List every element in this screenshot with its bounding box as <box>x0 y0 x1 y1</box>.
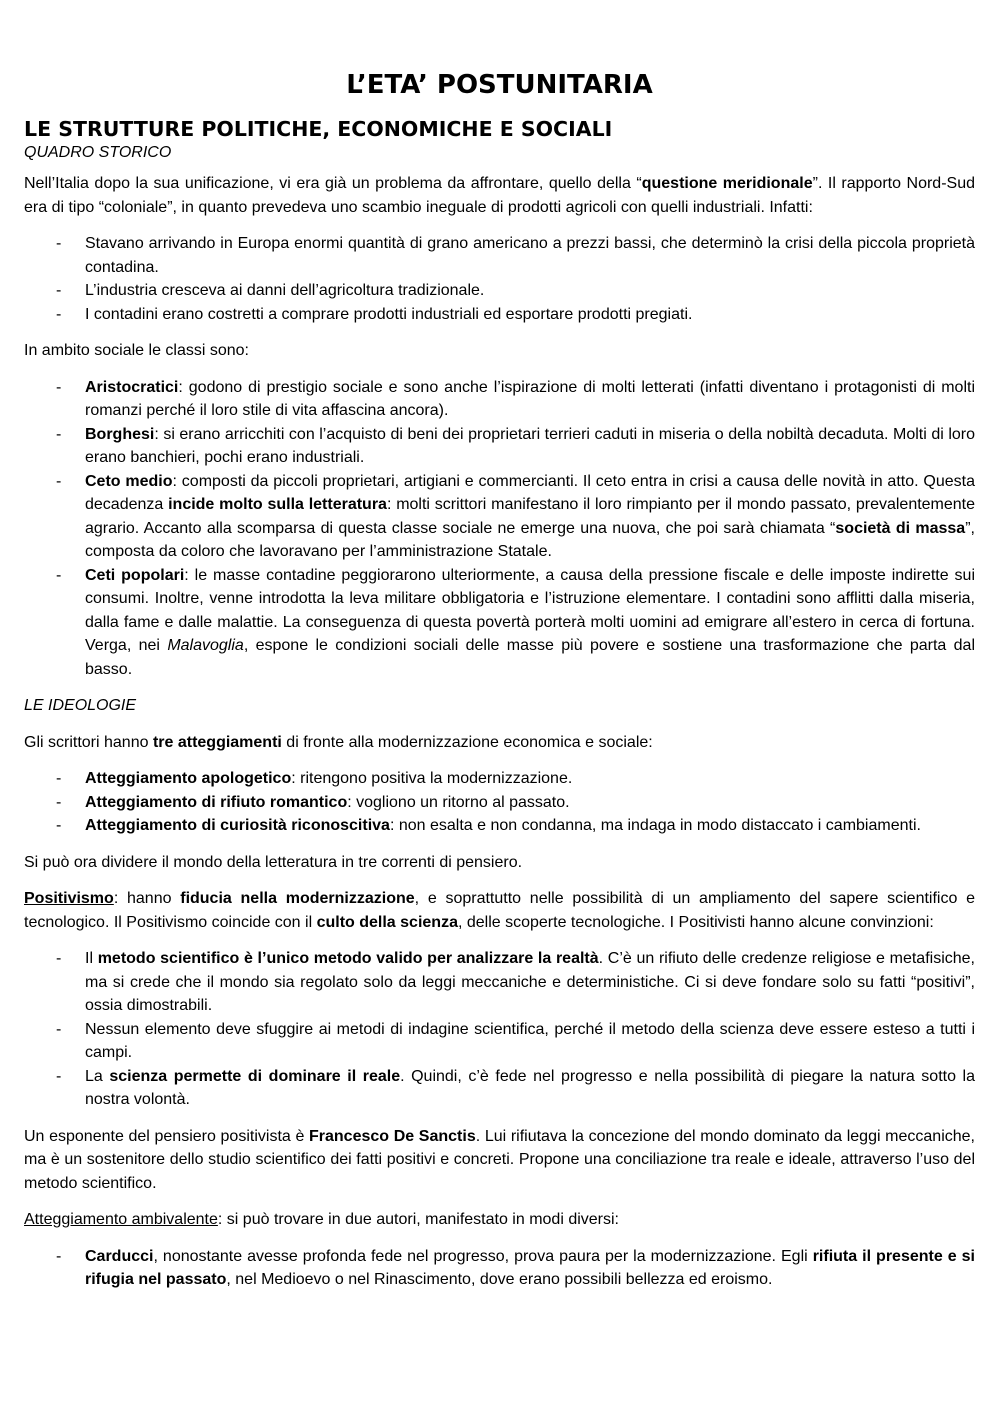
list-authors <box>24 1245 975 1292</box>
document-title: L’ETA’ POSTUNITARIA <box>346 70 653 100</box>
section-heading: LE STRUTTURE POLITICHE, ECONOMICHE E SOCIALI <box>24 117 613 141</box>
list-item: - Atteggiamento apologetico: ritengono positiva la modernizzazione. <box>56 770 573 787</box>
list-attitudes <box>24 767 975 838</box>
section-subheading-ideologie: LE IDEOLOGIE <box>24 697 137 714</box>
paragraph-attitudes-intro: Gli scrittori hanno tre atteggiamenti di fronte alla modernizzazione economica e sociale: <box>24 733 653 751</box>
list-item: - Nessun elemento deve sfuggire ai metodi di indagine scientifica, perché il metodo della scienza deve essere esteso a tutti i campi. <box>56 1020 975 1061</box>
section-subheading: QUADRO STORICO <box>24 144 172 161</box>
list-item: - L’industria cresceva ai danni dell’agricoltura tradizionale. <box>56 282 485 299</box>
paragraph-ambivalente: Atteggiamento ambivalente: si può trovare in due autori, manifestato in modi diversi: <box>24 1211 619 1228</box>
list-item: - Atteggiamento di rifiuto romantico: vogliono un ritorno al passato. <box>56 793 570 811</box>
list-item: - Atteggiamento di curiosità riconoscitiva: non esalta e non condanna, ma indaga in modo distaccato i cambiamenti. <box>56 817 921 834</box>
list-causes <box>24 232 975 326</box>
list-item-borghesi: - Borghesi: si erano arricchiti con l’acquisto di beni dei proprietari terrieri caduti in miseria o della nobiltà decaduta. Molti di loro erano banchieri, pochi erano industriali. <box>56 425 975 466</box>
list-item: - I contadini erano costretti a comprare prodotti industriali ed esportare prodotti pregiati. <box>56 305 693 323</box>
list-item-ceto-medio: - Ceto medio: composti da piccoli proprietari, artigiani e commercianti. Il ceto entra in crisi a causa delle novità in atto. Questa decadenza incide molto sulla letteratura: molti scrittori manifestano il loro rimpianto per il mondo passato, prevalentemente agrario. Accanto alla scomparsa di questa classe sociale ne emerge una nuova, che poi sarà chiamata “società di massa”, composta da coloro che lavoravano per l’amministrazione Statale. <box>56 472 976 560</box>
paragraph-positivismo: Positivismo: hanno fiducia nella modernizzazione, e soprattutto nelle possibilità di un ampliamento del sapere scientifico e tecnologico. Il Positivismo coincide con il culto della scienza, delle scoperte tecnologiche. I Positivisti hanno alcune convinzioni: <box>24 890 976 931</box>
paragraph-currents: Si può ora dividere il mondo della letteratura in tre correnti di pensiero. <box>24 853 523 871</box>
paragraph-classes-intro: In ambito sociale le classi sono: <box>24 342 249 359</box>
paragraph-de-sanctis: Un esponente del pensiero positivista è Francesco De Sanctis. Lui rifiutava la concezione del mondo dominato da leggi meccaniche, ma è un sostenitore dello studio scientifico dei fatti positivi e concreti. Propone una conciliazione tra reale e ideale, attraverso l’uso del metodo scientifico. <box>24 1127 976 1192</box>
list-convictions <box>24 947 975 1112</box>
list-item-carducci: - Carducci, nonostante avesse profonda fede nel progresso, prova paura per la modernizzazione. Egli rifiuta il presente e si rifugia nel passato, nel Medioevo o nel Rinascimento, dove erano possibili bellezza ed eroismo. <box>56 1247 975 1288</box>
list-item: - Il metodo scientifico è l’unico metodo valido per analizzare la realtà. C’è un rifiuto delle credenze religiose e metafisiche, ma si crede che il mondo sia regolato solo da leggi meccaniche e deterministiche. Ci si deve fondare solo su fatti “positivi”, ossia dimostrabili. <box>56 950 975 1014</box>
list-item: - La scienza permette di dominare il reale. Quindi, c’è fede nel progresso e nella possibilità di piegare la natura sotto la nostra volontà. <box>56 1067 976 1108</box>
list-social-classes <box>24 376 975 682</box>
paragraph-intro: Nell’Italia dopo la sua unificazione, vi era già un problema da affrontare, quello della “questione meridionale”. Il rapporto Nord-Sud era di tipo “coloniale”, in quanto prevedeva uno scambio ineguale di prodotti agricoli con quelli industriali. Infatti: <box>24 175 975 216</box>
list-item-ceti-popolari: - Ceti popolari: le masse contadine peggiorarono ulteriormente, a causa della pressione fiscale e delle imposte indirette sui consumi. Inoltre, venne introdotta la leva militare obbligatoria e l’istruzione elementare. I contadini sono afflitti dalla miseria, dalla fame e dalle malattie. La conseguenza di questa povertà porterà molti uomini ad emigrare all’estero in cerca di fortuna. Verga, nei Malavoglia, espone le condizioni sociali delle masse più povere e sostiene una trasformazione che parta dal basso. <box>56 566 976 678</box>
list-item-aristocratici: - Aristocratici: godono di prestigio sociale e sono anche l’ispirazione di molti letterati (infatti diventano i protagonisti di molti romanzi perché il loro stile di vita affascina ancora). <box>56 378 975 419</box>
document-page <box>24 66 975 1305</box>
list-item: - Stavano arrivando in Europa enormi quantità di grano americano a prezzi bassi, che determinò la crisi della piccola proprietà contadina. <box>56 235 975 276</box>
